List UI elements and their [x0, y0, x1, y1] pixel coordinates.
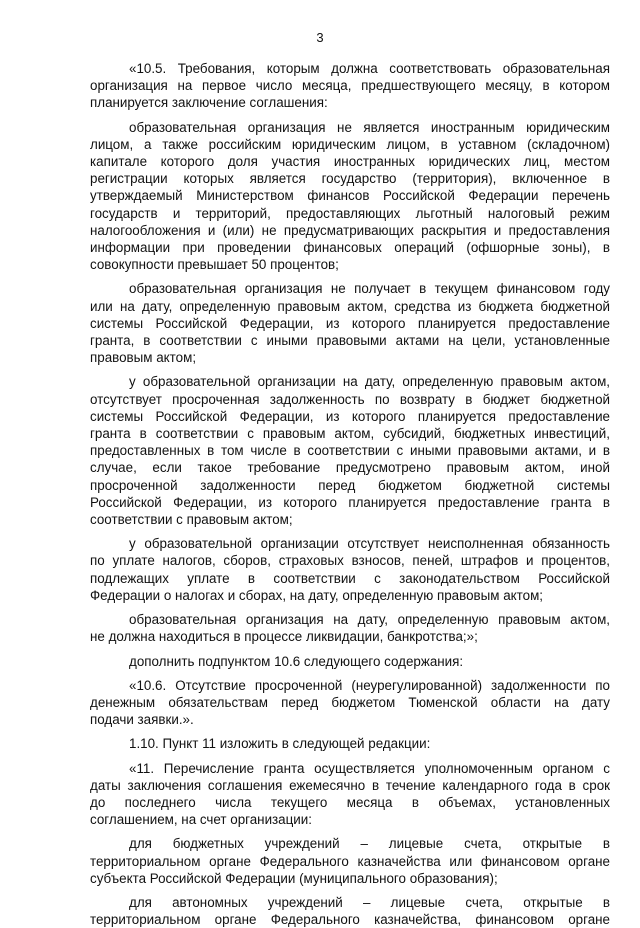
paragraph-1-10 [90, 735, 610, 752]
text-line: государств и территорий, предоставляющих льготный налоговый режим [90, 205, 610, 221]
text-line: капитале которого доля участия иностранных юридических лиц, местом [90, 154, 610, 170]
text-line: до последнего числа текущего месяца в объемах, установленных [90, 794, 610, 810]
text-line: Российской Федерации, из которого планируется предоставление гранта в [90, 494, 610, 510]
paragraph-liquidation [90, 611, 610, 645]
text-line: денежным обязательствам перед бюджетом Тюменской области на дату [90, 694, 610, 710]
text-line: правовым актом; [90, 350, 197, 366]
text-line: совокупности превышает 50 процентов; [90, 257, 339, 273]
text-line: или на дату, определенную правовым актом, средства из бюджета бюджетной [90, 298, 610, 314]
text-line: подачи заявки.». [90, 712, 194, 728]
text-line: лицом, а также российским юридическим лицом, в уставном (складочном) [90, 136, 610, 152]
text-line: образовательная организация не получает в текущем финансовом году [129, 281, 610, 297]
paragraph-10-6 [90, 677, 610, 729]
text-line: «10.6. Отсутствие просроченной (неурегулированной) задолженности по [129, 677, 610, 693]
page-number: 3 [316, 30, 324, 45]
text-line: дополнить подпунктом 10.6 следующего содержания: [129, 653, 464, 669]
text-line: образовательная организация не является иностранным юридическим [129, 119, 610, 135]
text-line: не должна находиться в процессе ликвидации, банкротства;»; [90, 629, 478, 645]
text-line: утверждаемый Министерством финансов Российской Федерации перечень [90, 188, 610, 204]
text-line: по уплате налогов, сборов, страховых взносов, пеней, штрафов и процентов, [90, 553, 610, 569]
text-line: для бюджетных учреждений – лицевые счета, открытые в [129, 836, 610, 852]
paragraph-no-budget-funds [90, 280, 610, 366]
text-line: «11. Перечисление гранта осуществляется уполномоченным органом с [129, 760, 610, 776]
text-line: налогообложения и (или) не предусматривающих раскрытия и предоставления [90, 222, 610, 238]
paragraph-add-10-6 [90, 653, 610, 670]
text-line: «10.5. Требования, которым должна соответствовать образовательная [129, 61, 610, 76]
document-body [90, 60, 610, 928]
text-line: планируется заключение соглашения: [90, 95, 328, 111]
text-line: у образовательной организации отсутствует неисполненная обязанность [129, 536, 610, 552]
text-line: у образовательной организации на дату, определенную правовым актом, [129, 374, 610, 390]
text-line: системы Российской Федерации, из которого планируется предоставление [90, 408, 610, 424]
text-line: 1.10. Пункт 11 изложить в следующей редакции: [129, 736, 431, 752]
paragraph-11 [90, 760, 610, 829]
text-line: системы Российской Федерации, из которого планируется предоставление [90, 315, 610, 331]
text-line: информации при проведении финансовых операций (офшорные зоны), в [90, 240, 610, 256]
paragraph-autonomous-institutions [90, 894, 610, 928]
text-line: организация на первое число месяца, предшествующего месяцу, в котором [90, 78, 610, 94]
paragraph-taxes [90, 535, 610, 604]
text-line: даты заключения соглашения ежемесячно в течение календарного года в срок [90, 777, 610, 793]
paragraph-budget-institutions [90, 835, 610, 887]
text-line: субъекта Российской Федерации (муниципального образования); [90, 870, 498, 886]
text-line: гранта, в соответствии с иными правовыми актами на цели, установленные [90, 333, 610, 349]
text-line: территориальном органе Федерального казначейства или финансовом органе [90, 853, 610, 869]
text-line: образовательная организация на дату, определенную правовым актом, [129, 612, 610, 628]
text-line: предоставленных в том числе в соответствии с иными правовыми актами, и в [90, 443, 610, 459]
text-line: просроченной задолженности перед бюджетом бюджетной системы [90, 477, 610, 493]
text-line: регистрации которых является государство (территория), включенное в [90, 171, 610, 187]
text-line: территориальном органе Федерального казначейства, финансовом органе [90, 912, 610, 928]
text-line: гранта в соответствии с правовым актом, субсидий, бюджетных инвестиций, [90, 426, 610, 442]
text-line: соответствии с правовым актом; [90, 512, 293, 528]
paragraph-no-overdue-debt [90, 373, 610, 528]
text-line: случае, если такое требование предусмотрено правовым актом, иной [90, 460, 610, 476]
text-line: отсутствует просроченная задолженность по возврату в бюджет бюджетной [90, 391, 610, 407]
text-line: для автономных учреждений – лицевые счета, открытые в [129, 894, 610, 910]
text-line: соглашением, на счет организации: [90, 812, 312, 828]
text-line: Федерации о налогах и сборах, на дату, определенную правовым актом; [90, 587, 544, 603]
paragraph-10-5 [90, 60, 610, 112]
paragraph-offshore [90, 119, 610, 274]
text-line: подлежащих уплате в соответствии с законодательством Российской [90, 570, 610, 586]
